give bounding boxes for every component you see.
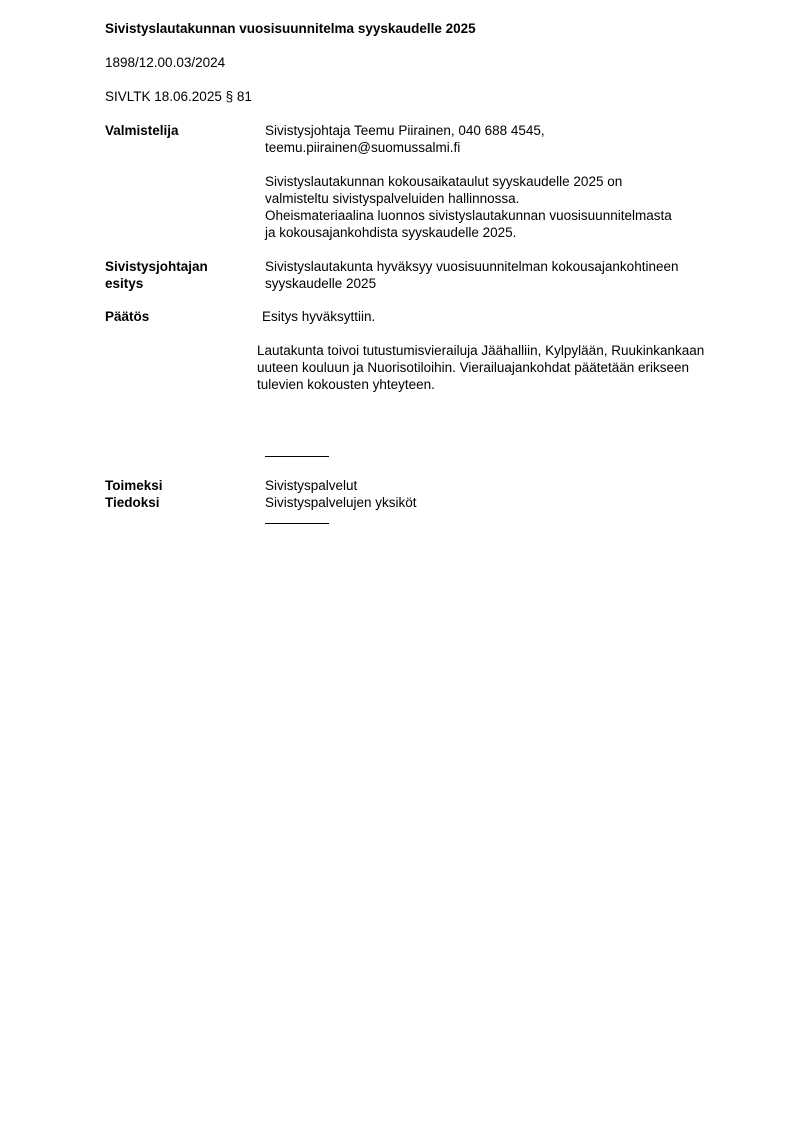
document-title: Sivistyslautakunnan vuosisuunnitelma syyskaudelle 2025 — [105, 21, 476, 36]
valmistelija-paragraph-line1: Sivistyslautakunnan kokousaikataulut syyskaudelle 2025 on — [265, 174, 623, 189]
valmistelija-label: Valmistelija — [105, 123, 179, 138]
paatos-paragraph-line3: tulevien kokousten yhteyteen. — [257, 377, 435, 392]
esitys-text-line1: Sivistyslautakunta hyväksyy vuosisuunnitelman kokousajankohtineen — [265, 259, 679, 274]
paatos-label: Päätös — [105, 309, 150, 324]
esitys-text-line2: syyskaudelle 2025 — [265, 276, 377, 291]
toimeksi-label: Toimeksi — [105, 478, 163, 493]
valmistelija-paragraph-line4: ja kokousajankohdista syyskaudelle 2025. — [265, 225, 517, 240]
separator-line-lower — [265, 523, 329, 524]
esitys-label-line1: Sivistysjohtajan — [105, 259, 208, 274]
tiedoksi-value: Sivistyspalvelujen yksiköt — [265, 495, 417, 510]
esitys-label-line2: esitys — [105, 276, 144, 291]
valmistelija-email: teemu.piirainen@suomussalmi.fi — [265, 140, 461, 155]
valmistelija-paragraph-line3: Oheismateriaalina luonnos sivistyslautakunnan vuosisuunnitelmasta — [265, 208, 672, 223]
paatos-decision: Esitys hyväksyttiin. — [262, 309, 376, 324]
diary-number: 1898/12.00.03/2024 — [105, 55, 226, 70]
paatos-paragraph-line1: Lautakunta toivoi tutustumisvierailuja Jäähalliin, Kylpylään, Ruukinkankaan — [257, 343, 705, 358]
toimeksi-value: Sivistyspalvelut — [265, 478, 358, 493]
tiedoksi-label: Tiedoksi — [105, 495, 160, 510]
paatos-paragraph-line2: uuteen kouluun ja Nuorisotiloihin. Vierailuajankohdat päätetään erikseen — [257, 360, 690, 375]
meeting-reference: SIVLTK 18.06.2025 § 81 — [105, 89, 252, 104]
separator-line-upper — [265, 456, 329, 457]
valmistelija-contact-line1: Sivistysjohtaja Teemu Piirainen, 040 688 4545, — [265, 123, 545, 138]
valmistelija-paragraph-line2: valmisteltu sivistyspalveluiden hallinnossa. — [265, 191, 520, 206]
